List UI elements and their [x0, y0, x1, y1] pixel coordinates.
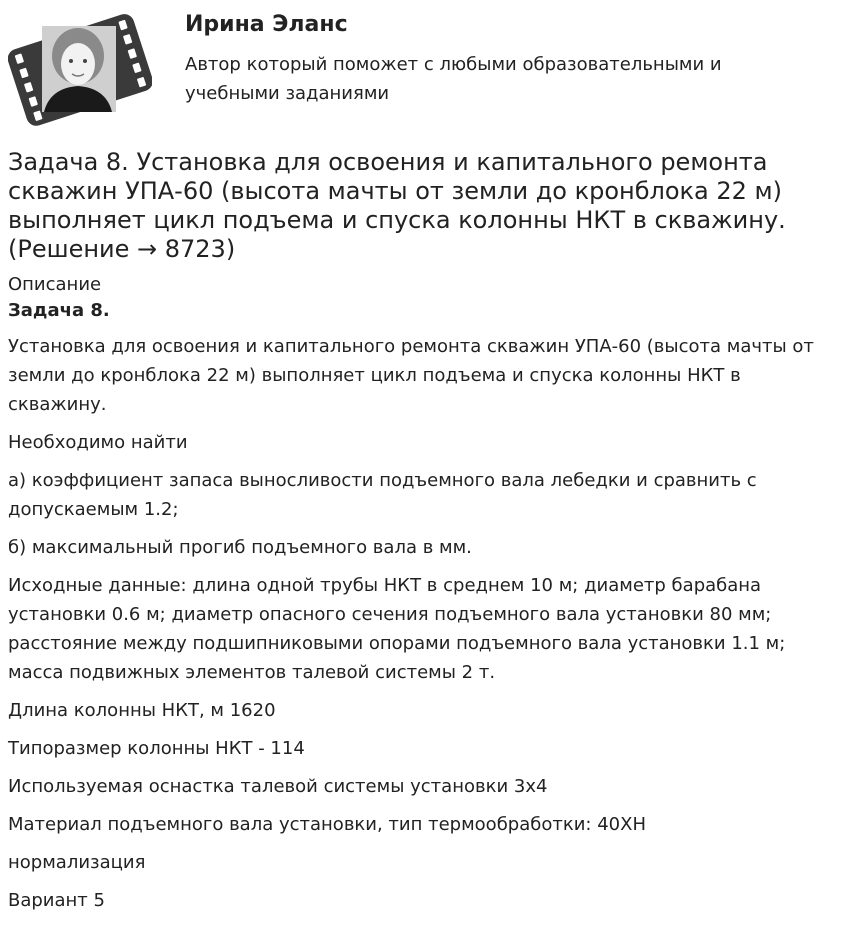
task-paragraph: Установка для освоения и капитального ремонта скважин УПА-60 (высота мачты от земли до кронблока 22 м) выполняет цикл подъема и спуска колонны НКТ в скважину.	[8, 336, 814, 415]
task-paragraph: а) коэффициент запаса выносливости подъемного вала лебедки и сравнить с допускаемым 1.2;	[8, 470, 757, 520]
task-paragraph: б) максимальный прогиб подъемного вала в мм.	[8, 537, 472, 558]
task-label: Задача 8.	[8, 300, 110, 321]
task-paragraph: Типоразмер колонны НКТ - 114	[8, 738, 305, 759]
task-paragraph: Вариант 5	[8, 890, 105, 911]
task-paragraph: нормализация	[8, 852, 146, 873]
page-title: Задача 8. Установка для освоения и капитального ремонта скважин УПА-60 (высота мачты от земли до кронблока 22 м) выполняет цикл подъема и спуска колонны НКТ в скважину. (Решение → 8723)	[8, 148, 786, 263]
author-description: Автор который поможет с любыми образовательными и учебными заданиями	[185, 54, 722, 104]
author-avatar[interactable]	[8, 8, 152, 130]
task-content	[8, 148, 838, 924]
author-name[interactable]: Ирина Эланс	[185, 12, 348, 37]
author-card	[0, 0, 847, 140]
task-paragraph: Необходимо найти	[8, 432, 188, 453]
task-paragraph: Материал подъемного вала установки, тип термообработки: 40ХН	[8, 814, 646, 835]
task-paragraph: Длина колонны НКТ, м 1620	[8, 700, 276, 721]
task-paragraph: Исходные данные: длина одной трубы НКТ в среднем 10 м; диаметр барабана установки 0.6 м; диаметр опасного сечения подъемного вала установки 80 мм; расстояние между подшипниковыми опорами подъемного вала установки 1.1 м; масса подвижных элементов талевой системы 2 т.	[8, 575, 786, 683]
description-label: Описание	[8, 274, 102, 295]
task-paragraph: Используемая оснастка талевой системы установки 3х4	[8, 776, 548, 797]
